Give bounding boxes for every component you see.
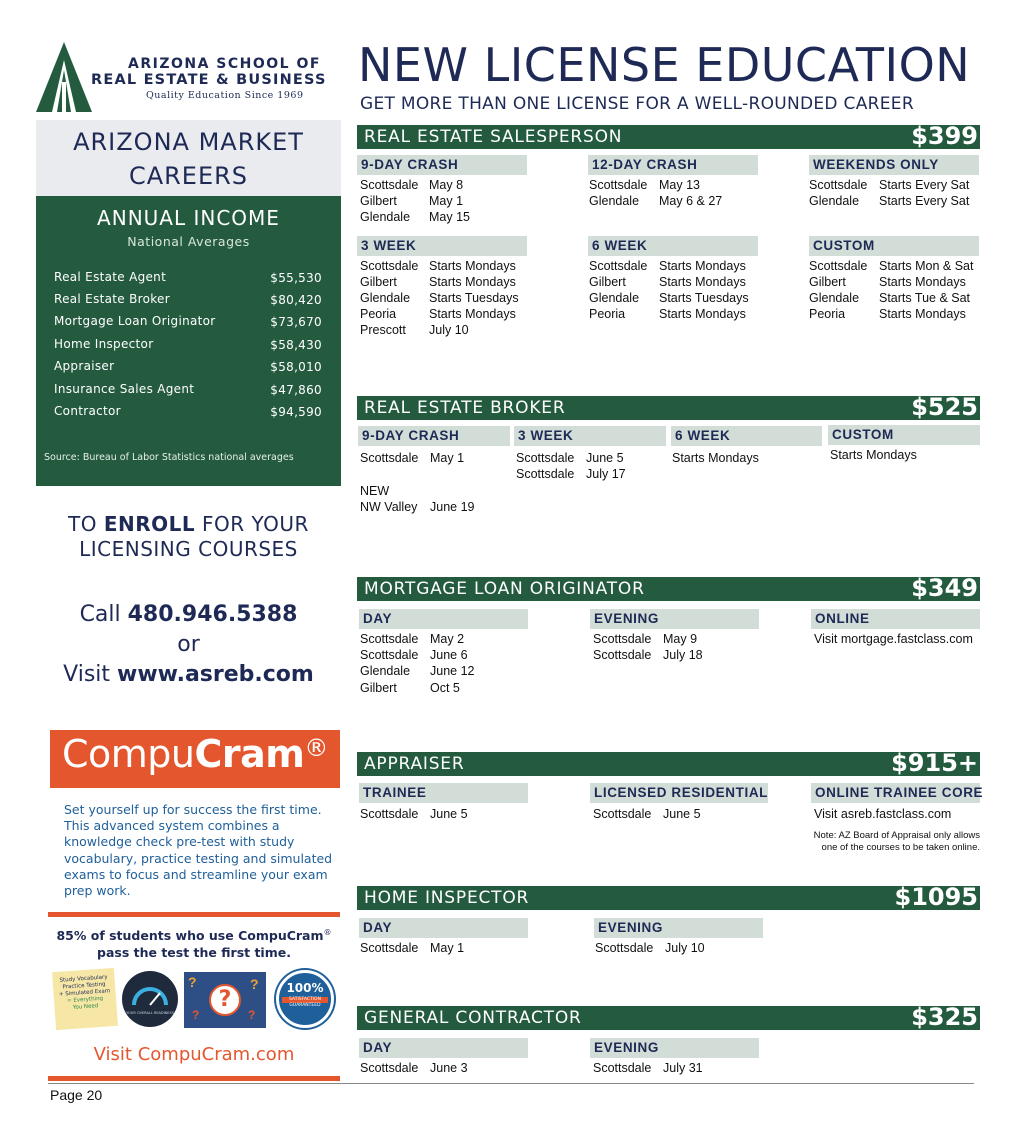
date: Oct 5	[430, 681, 460, 695]
date: Starts Every Sat	[879, 194, 970, 208]
course-label: 9-DAY CRASH	[362, 428, 460, 443]
date: July 17	[586, 467, 626, 481]
date: Starts Mondays	[879, 307, 966, 321]
market-line1: ARIZONA MARKET	[73, 128, 304, 156]
course-label: ONLINE	[815, 611, 870, 626]
date: May 15	[429, 210, 470, 224]
brand-registered: ®	[304, 734, 328, 762]
enroll-bold: ENROLL	[103, 512, 196, 536]
location: Peoria	[360, 307, 397, 321]
course-header	[358, 426, 510, 446]
course-header	[809, 155, 979, 175]
location: Scottsdale	[360, 1061, 419, 1075]
section-price: $399	[911, 122, 978, 150]
course-label: 12-DAY CRASH	[592, 157, 698, 172]
course-header	[357, 236, 527, 256]
location: NW Valley	[360, 500, 418, 514]
location: Gilbert	[360, 275, 397, 289]
tree-logo-icon	[36, 42, 96, 114]
market-line2: CAREERS	[128, 162, 249, 190]
income-row	[54, 337, 322, 359]
orange-divider	[48, 1076, 340, 1081]
income-subtitle: National Averages	[127, 234, 250, 249]
badge-mid: SATISFACTION	[282, 997, 328, 1003]
enroll-line2: LICENSING COURSES	[79, 537, 298, 561]
compucram-description: Set yourself up for success the first time. This advanced system combines a knowledge check pre-test with study vocabulary, practice testing and simulated exams to focus and streamline your exam prep work.	[64, 802, 333, 899]
income-row	[54, 359, 322, 381]
location: Glendale	[360, 210, 411, 224]
location: Gilbert	[809, 275, 846, 289]
appraiser-note	[814, 830, 980, 854]
income-label: Insurance Sales Agent	[54, 382, 195, 396]
date: June 12	[430, 664, 475, 678]
page-number: Page 20	[50, 1087, 103, 1103]
location: Glendale	[360, 664, 411, 678]
course-header	[588, 236, 758, 256]
income-value: $94,590	[270, 405, 322, 419]
location: Gilbert	[360, 194, 397, 208]
phone-number[interactable]: 480.946.5388	[127, 602, 298, 627]
section-price: $325	[911, 1003, 978, 1031]
course-label: LICENSED RESIDENTIAL	[594, 785, 769, 800]
date: May 1	[429, 194, 464, 208]
income-label: Mortgage Loan Originator	[54, 314, 216, 328]
note-line: Study Vocabulary	[59, 974, 108, 984]
course-label: EVENING	[594, 611, 659, 626]
course-label: DAY	[363, 611, 393, 626]
date: July 18	[663, 648, 703, 662]
course-header	[671, 426, 822, 446]
date: June 5	[663, 807, 701, 821]
date: Starts Mondays	[659, 307, 746, 321]
market-careers-heading	[36, 120, 341, 196]
income-label: Real Estate Broker	[54, 292, 170, 306]
note-line: Note: AZ Board of Appraisal only allows	[813, 830, 980, 841]
section-bar-appraiser	[357, 749, 980, 777]
course-header	[588, 155, 758, 175]
contact-block	[36, 600, 341, 690]
question-marks-icon: ? ? ? ? ?	[184, 972, 266, 1028]
date: July 10	[665, 941, 705, 955]
annual-income-panel	[36, 196, 341, 486]
course-header	[514, 426, 666, 446]
location: Scottsdale	[516, 451, 575, 465]
location: Scottsdale	[360, 648, 419, 662]
course-label: EVENING	[598, 920, 663, 935]
date: Starts Every Sat	[879, 178, 970, 192]
badge-bot: GUARANTEED	[289, 1003, 321, 1008]
brand-part-b: Cram	[194, 732, 305, 776]
location: Scottsdale	[360, 941, 419, 955]
stat-registered: ®	[323, 928, 332, 937]
page-subtitle: GET MORE THAN ONE LICENSE FOR A WELL-ROUNDED CAREER	[360, 94, 914, 114]
section-title: REAL ESTATE SALESPERSON	[364, 127, 623, 147]
section-bar-salesperson	[357, 122, 980, 150]
section-bar-inspector	[357, 883, 980, 911]
section-title: REAL ESTATE BROKER	[364, 398, 566, 418]
course-header	[357, 155, 527, 175]
course-label: 3 WEEK	[361, 238, 417, 253]
location: Gilbert	[360, 681, 397, 695]
date: Starts Mon & Sat	[879, 259, 974, 273]
course-label: TRAINEE	[363, 785, 427, 800]
course-header	[359, 609, 528, 629]
course-label: CUSTOM	[832, 427, 894, 442]
section-price: $525	[911, 393, 978, 421]
location: Prescott	[360, 323, 406, 337]
date: July 10	[429, 323, 469, 337]
section-bar-broker	[357, 393, 980, 421]
location: Glendale	[589, 194, 640, 208]
visit-label: Visit	[63, 662, 118, 687]
course-label: DAY	[363, 1040, 393, 1055]
section-title: GENERAL CONTRACTOR	[364, 1008, 582, 1028]
compucram-stat	[48, 924, 340, 961]
date: May 8	[429, 178, 464, 192]
location: Scottsdale	[516, 467, 575, 481]
course-header	[594, 918, 763, 938]
location: Scottsdale	[593, 807, 652, 821]
stat-line2: pass the test the first time.	[97, 945, 291, 961]
date: Starts Tue & Sat	[879, 291, 971, 305]
date: June 19	[430, 500, 475, 514]
course-header	[359, 1038, 528, 1058]
enroll-post: FOR YOUR	[195, 512, 309, 536]
footer-divider	[48, 1083, 974, 1084]
logo-name-line1: ARIZONA SCHOOL OF	[128, 56, 321, 72]
location: Glendale	[360, 291, 411, 305]
income-value: $80,420	[270, 293, 322, 307]
orange-divider	[48, 912, 340, 917]
section-bar-contractor	[357, 1003, 980, 1031]
location: Glendale	[809, 291, 860, 305]
section-price: $915+	[891, 749, 978, 777]
course-header	[359, 783, 528, 803]
course-label: CUSTOM	[813, 238, 875, 253]
income-value: $58,430	[270, 338, 322, 352]
income-row	[54, 404, 322, 426]
section-price: $1095	[894, 883, 978, 911]
location: Scottsdale	[360, 259, 419, 273]
income-row	[54, 382, 322, 404]
date: Starts Tuesdays	[659, 291, 749, 305]
income-row	[54, 270, 322, 292]
date: June 5	[586, 451, 624, 465]
note-line: + Simulated Exam	[58, 988, 111, 998]
location: Gilbert	[589, 275, 626, 289]
or-label: or	[177, 632, 200, 657]
note-line: one of the courses to be taken online.	[821, 842, 980, 853]
course-label: 6 WEEK	[675, 428, 731, 443]
location: Scottsdale	[360, 451, 419, 465]
date: May 9	[663, 632, 698, 646]
course-header	[359, 918, 528, 938]
income-label: Appraiser	[54, 359, 115, 373]
location: Peoria	[809, 307, 846, 321]
location: Scottsdale	[595, 941, 654, 955]
schedule: Starts Mondays	[830, 448, 917, 462]
school-logo	[36, 42, 346, 114]
logo-name-line2: REAL ESTATE & BUSINESS	[91, 72, 327, 88]
date: May 2	[430, 632, 465, 646]
course-label: 9-DAY CRASH	[361, 157, 459, 172]
income-label: Contractor	[54, 404, 121, 418]
location: Scottsdale	[809, 178, 868, 192]
income-title: ANNUAL INCOME	[97, 206, 280, 230]
location: Scottsdale	[360, 632, 419, 646]
section-title: HOME INSPECTOR	[364, 888, 530, 908]
course-label: 6 WEEK	[592, 238, 648, 253]
income-row	[54, 292, 322, 314]
date: June 5	[430, 807, 468, 821]
compucram-banner	[50, 730, 340, 788]
date: June 6	[430, 648, 468, 662]
section-title: APPRAISER	[364, 754, 465, 774]
course-header	[590, 783, 768, 803]
sticky-note-icon	[52, 968, 118, 1030]
note-line: You Need	[72, 1003, 99, 1011]
course-header	[590, 609, 759, 629]
section-bar-mortgage	[357, 574, 980, 602]
enroll-pre: TO	[68, 512, 104, 536]
website-link[interactable]: www.asreb.com	[117, 662, 314, 687]
income-label: Real Estate Agent	[54, 270, 167, 284]
page-title: NEW LICENSE EDUCATION	[358, 38, 971, 92]
income-value: $55,530	[270, 271, 322, 285]
location: Glendale	[589, 291, 640, 305]
section-title: MORTGAGE LOAN ORIGINATOR	[364, 579, 645, 599]
location: Scottsdale	[589, 259, 648, 273]
income-label: Home Inspector	[54, 337, 154, 351]
badge-top: 100%	[286, 981, 324, 995]
date: July 31	[663, 1061, 703, 1075]
location: NEW	[360, 484, 390, 498]
course-label: ONLINE TRAINEE CORE	[815, 785, 984, 800]
compucram-feature-icons	[52, 968, 337, 1032]
location: Scottsdale	[593, 648, 652, 662]
course-header	[828, 425, 980, 445]
note-line: Practice Testing	[62, 981, 106, 991]
section-price: $349	[911, 574, 978, 602]
location: Scottsdale	[360, 178, 419, 192]
date: Starts Mondays	[879, 275, 966, 289]
date: May 1	[430, 451, 465, 465]
course-label: DAY	[363, 920, 393, 935]
date: May 13	[659, 178, 700, 192]
date: May 1	[430, 941, 465, 955]
income-value: $73,670	[270, 315, 322, 329]
location: Peoria	[589, 307, 626, 321]
location: Scottsdale	[593, 632, 652, 646]
course-label: EVENING	[594, 1040, 659, 1055]
online-link[interactable]: Visit asreb.fastclass.com	[814, 807, 952, 821]
gauge-label: YOUR OVERALL READINESS	[126, 1011, 174, 1015]
course-header	[811, 783, 984, 803]
date: Starts Tuesdays	[429, 291, 519, 305]
location: Scottsdale	[589, 178, 648, 192]
date: May 6 & 27	[659, 194, 723, 208]
income-value: $58,010	[270, 360, 322, 374]
online-link[interactable]: Visit mortgage.fastclass.com	[814, 632, 973, 646]
location: Scottsdale	[593, 1061, 652, 1075]
income-source: Source: Bureau of Labor Statistics national averages	[44, 452, 294, 463]
course-header	[811, 609, 980, 629]
course-header	[809, 236, 979, 256]
enroll-heading	[36, 512, 341, 562]
income-value: $47,860	[270, 383, 322, 397]
stat-line1: 85% of students who use CompuCram	[56, 928, 324, 944]
date: June 3	[430, 1061, 468, 1075]
location: Glendale	[809, 194, 860, 208]
call-label: Call	[79, 602, 128, 627]
income-row	[54, 314, 322, 336]
note-line: = Everything	[66, 995, 104, 1005]
logo-tagline: Quality Education Since 1969	[146, 90, 304, 101]
course-label: WEEKENDS ONLY	[813, 157, 939, 172]
compucram-visit-link[interactable]: Visit CompuCram.com	[93, 1044, 295, 1065]
satisfaction-badge-icon	[276, 970, 334, 1028]
location: Scottsdale	[809, 259, 868, 273]
date: Starts Mondays	[429, 307, 516, 321]
date: Starts Mondays	[659, 275, 746, 289]
date: Starts Mondays	[659, 259, 746, 273]
schedule: Starts Mondays	[672, 451, 759, 465]
brand-part-a: Compu	[62, 732, 195, 776]
readiness-gauge-icon	[122, 971, 178, 1027]
course-label: 3 WEEK	[518, 428, 574, 443]
course-header	[590, 1038, 759, 1058]
date: Starts Mondays	[429, 259, 516, 273]
location: Scottsdale	[360, 807, 419, 821]
date: Starts Mondays	[429, 275, 516, 289]
